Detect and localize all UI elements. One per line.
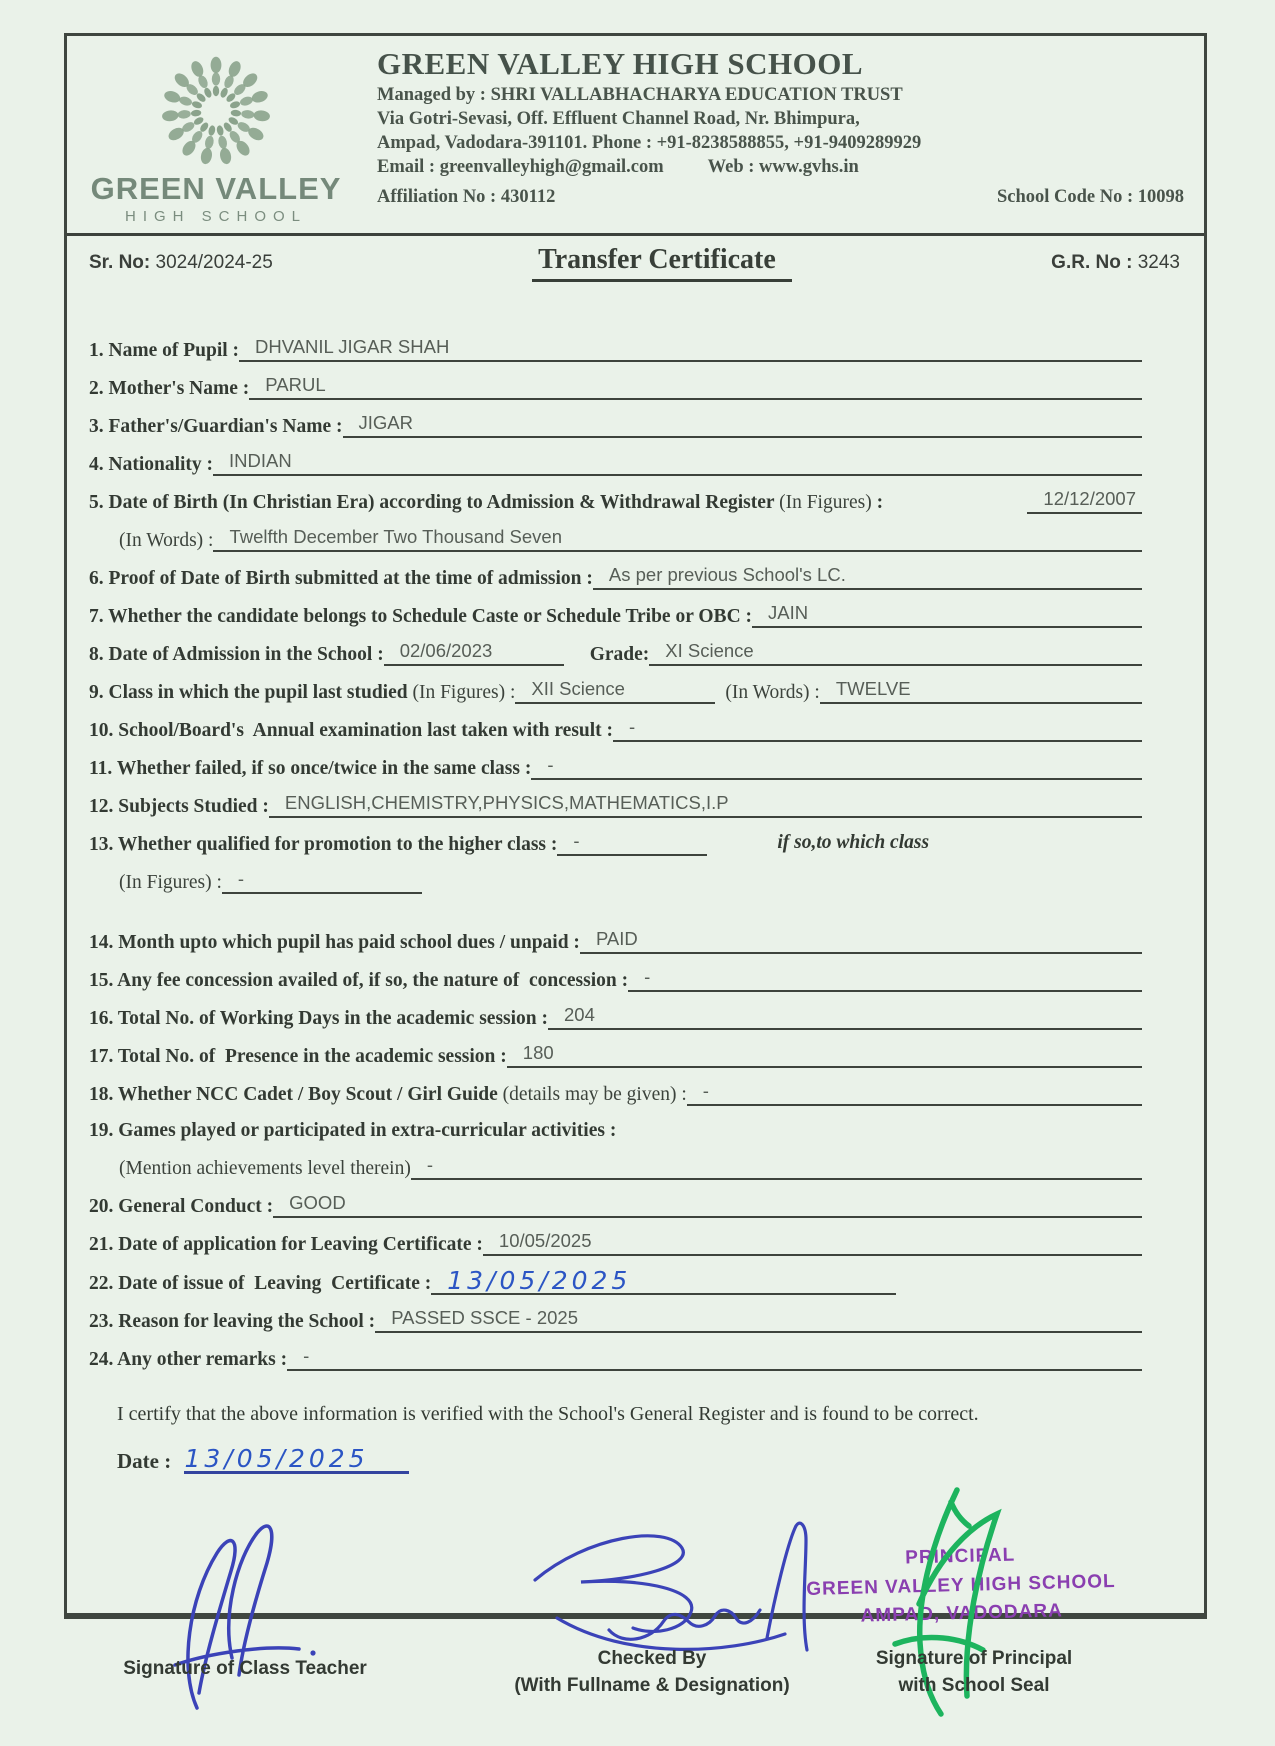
field-general-conduct: 20. General Conduct : GOOD [89,1192,1142,1218]
field-ncc-cadet: 18. Whether NCC Cadet / Boy Scout / Girl Guide (details may be given) : - [89,1080,1142,1106]
school-name: GREEN VALLEY HIGH SCHOOL [377,46,864,81]
field-other-remarks: 24. Any other remarks : - [89,1345,1142,1371]
class-teacher-label: Signature of Class Teacher [123,1658,367,1679]
field-value: 12/12/2007 [1027,488,1142,514]
certificate-border-frame [64,33,1207,1697]
field-subjects-studied: 12. Subjects Studied : ENGLISH,CHEMISTRY,PHYSICS,MATHEMATICS,I.P [89,792,1142,818]
school-info [347,46,1190,225]
field-annual-exam-result: 10. School/Board's Annual examination last taken with result : - [89,716,1142,742]
if-so-note: if so,to which class [777,832,930,853]
field-reason-for-leaving: 23. Reason for leaving the School : PASSED SSCE - 2025 [89,1307,1142,1333]
field-value: XI Science [649,640,1142,666]
handwritten-date: 13/05/2025 [184,1446,409,1474]
field-value: ENGLISH,CHEMISTRY,PHYSICS,MATHEMATICS,I.P [269,792,1142,818]
principal-label: Signature of Principal with School Seal [875,1647,1073,1697]
signature-section [67,1478,1204,1746]
field-fathers-name: 3. Father's/Guardian's Name : JIGAR [89,412,1142,438]
field-value: Twelfth December Two Thousand Seven [213,526,1142,552]
field-value: PARUL [249,374,1142,400]
field-value: - [557,830,707,856]
logo-subtitle: HIGH SCHOOL [124,208,307,225]
field-working-days: 16. Total No. of Working Days in the academic session : 204 [89,1004,1142,1030]
field-value: - [411,1154,1142,1180]
address-line-1: Via Gotri-Sevasi, Off. Effluent Channel Road, Nr. Bhimpura, [377,109,860,129]
field-date-of-birth: 5. Date of Birth (In Christian Era) according to Admission & Withdrawal Register (In Figures) : 12/12/2007 [89,488,1142,514]
certificate-form [67,282,1204,1371]
field-value: TWELVE [820,678,1142,704]
field-value: PASSED SSCE - 2025 [375,1307,1142,1333]
field-value: JIGAR [343,412,1143,438]
managed-by: Managed by : SHRI VALLABHACHARYA EDUCATION TRUST [377,85,903,105]
serial-number: Sr. No: 3024/2024-25 [89,252,273,273]
field-value: DHVANIL JIGAR SHAH [239,336,1142,362]
field-promotion-in-figures: (In Figures) : - [119,868,1142,894]
field-value: GOOD [273,1192,1142,1218]
field-class-last-studied: 9. Class in which the pupil last studied (In Figures) : XII Science (In Words) : TWELVE [89,678,1142,704]
document-title: Transfer Certificate [532,244,792,282]
certification-statement: I certify that the above information is verified with the School's General Register and is found to be correct. [117,1403,979,1425]
field-value: As per previous School's LC. [593,564,1142,590]
field-value: JAIN [752,602,1142,628]
field-qualified-for-promotion: 13. Whether qualified for promotion to the higher class : - if so,to which class [89,830,930,855]
school-logo-starburst-icon [141,50,291,168]
checked-by-label: Checked By (With Fullname & Designation) [514,1647,790,1697]
field-proof-of-dob: 6. Proof of Date of Birth submitted at the time of admission : As per previous School's LC. [89,564,1142,590]
field-nationality: 4. Nationality : INDIAN [89,450,1142,476]
field-fee-concession: 15. Any fee concession availed of, if so, the nature of concession : - [89,966,1142,992]
field-mothers-name: 2. Mother's Name : PARUL [89,374,1142,400]
field-application-date: 21. Date of application for Leaving Certificate : 10/05/2025 [89,1230,1142,1256]
field-value: 204 [548,1004,1142,1030]
field-value: - [628,966,1142,992]
field-name-of-pupil: 1. Name of Pupil : DHVANIL JIGAR SHAH [89,336,1142,362]
field-value: 180 [507,1042,1142,1068]
letterhead [67,36,1204,225]
school-code-no: School Code No : 10098 [996,187,1184,207]
address-line-2: Ampad, Vadodara-391101. Phone : +91-8238588855, +91-9409289929 [377,133,922,153]
school-website: Web : www.gvhs.in [707,157,859,177]
gr-number: G.R. No : 3243 [1051,252,1180,273]
field-date-of-admission: 8. Date of Admission in the School : 02/06/2023 Grade: XI Science [89,640,1142,666]
field-achievements: (Mention achievements level therein) - [119,1154,1142,1180]
handwritten-issue-date: 13/05/2025 [431,1268,896,1295]
title-bar [67,236,1204,282]
field-value: - [613,716,1142,742]
affiliation-no: Affiliation No : 430112 [377,187,556,207]
logo-wordmark: GREEN VALLEY [90,171,342,206]
field-value: - [287,1345,1142,1371]
field-value: 10/05/2025 [483,1230,1142,1256]
class-teacher-signature-icon [137,1503,347,1718]
field-value: XII Science [515,678,715,704]
field-dob-in-words: (In Words) : Twelfth December Two Thousand Seven [119,526,1142,552]
field-presence-days: 17. Total No. of Presence in the academic session : 180 [89,1042,1142,1068]
school-email: Email : greenvalleyhigh@gmail.com [377,157,664,177]
principal-stamp: PRINCIPAL GREEN VALLEY HIGH SCHOOL AMPAD, VADODARA [806,1544,1116,1627]
field-value: - [222,868,422,894]
field-value: INDIAN [213,450,1142,476]
field-caste-category: 7. Whether the candidate belongs to Schedule Caste or Schedule Tribe or OBC : JAIN [89,602,1142,628]
field-issue-date: 22. Date of issue of Leaving Certificate : 13/05/2025 [89,1268,1142,1295]
field-whether-failed: 11. Whether failed, if so once/twice in the same class : - [89,754,1142,780]
field-games-activities: 19. Games played or participated in extra-curricular activities : [89,1120,617,1141]
field-value: - [687,1080,1142,1106]
certificate-date: Date : 13/05/2025 [117,1446,1204,1474]
field-school-dues: 14. Month upto which pupil has paid school dues / unpaid : PAID [89,928,1142,954]
field-value: - [531,754,1142,780]
field-value: 02/06/2023 [384,640,564,666]
field-value: PAID [580,928,1142,954]
school-logo [85,46,347,225]
